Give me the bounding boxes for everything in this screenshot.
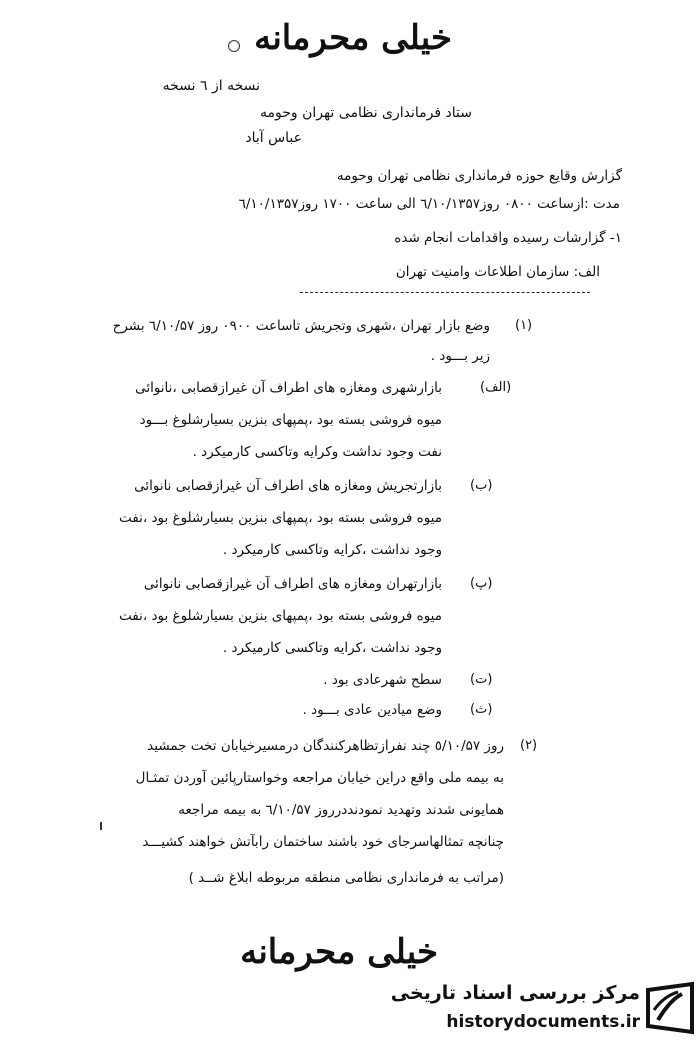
item-b-label: (ب) [470, 478, 493, 493]
item-t-label: (ت) [470, 672, 493, 687]
item-2-number: (۲) [520, 738, 538, 753]
archive-logo-icon [644, 980, 696, 1038]
item-p-line-2: میوه فروشی بسته بود ،پمپهای بنزین بسیارشلوغ بود ،نفت [119, 608, 442, 624]
item-b-line-1: بازارتجریش ومغازه های اطراف آن غیرازقصابی نانوائی [134, 478, 442, 494]
organization-line: ستاد فرمانداری نظامی تهران وحومه [259, 105, 472, 121]
item-a-line-1: بازارشهری ومغازه های اطراف آن غیرازقصابی ،نانوائی [135, 380, 442, 396]
report-title: گزارش وقایع حوزه فرمانداری نظامی تهران وحومه [336, 168, 622, 184]
item-p-line-3: وجود نداشت ،کرایه وتاکسی کارمیکرد . [222, 640, 442, 656]
item-t-line-1: سطح شهرعادی بود . [323, 672, 442, 688]
heading-underline [300, 292, 590, 293]
item-2-line-2: به بیمه ملی واقع دراین خیابان مراجعه وخواستارپائین آوردن تمثـال [135, 770, 504, 786]
section-1-heading: ۱- گزارشات رسیده واقدامات انجام شده [394, 230, 622, 246]
item-b-line-2: میوه فروشی بسته بود ،پمپهای بنزین بسیارشلوغ بود ،نفت [119, 510, 442, 526]
item-1-line-2: زیر بـــود . [430, 348, 490, 364]
item-2-line-3: همایونی شدند وتهدید نمودنددرروز ٦/۱۰/۵۷ به بیمه مراجعه [178, 802, 504, 818]
item-p-label: (پ) [470, 576, 493, 591]
item-2-line-4: چنانچه تمثالهاسرجای خود باشند ساختمان رابآتش خواهند کشیـــد [142, 834, 504, 850]
subsection-a-heading: الف: سازمان اطلاعات وامنیت تهران [395, 264, 600, 280]
archive-watermark [390, 974, 700, 1047]
watermark-url: historydocuments.ir [446, 1012, 640, 1032]
classification-bottom: خیلی محرمانه [240, 932, 438, 972]
margin-tick-mark [100, 822, 102, 830]
copy-number-line: نسخه از ٦ نسخه [162, 78, 260, 94]
item-th-line-1: وضع میادین عادی بـــود . [302, 702, 442, 718]
item-a-label: (الف) [480, 380, 512, 395]
item-th-label: (ث) [470, 702, 493, 717]
item-a-line-2: میوه فروشی بسته بود ،پمپهای بنزین بسیارشلوغ بـــود [139, 412, 442, 428]
item-1-line-1: وضع بازار تهران ،شهری وتجریش تاساعت ۰۹۰۰ روز ٦/۱۰/۵۷ بشرح [112, 318, 490, 334]
item-p-line-1: بازارتهران ومغازه های اطراف آن غیرازقصابی نانوائی [143, 576, 442, 592]
item-2-line-5: (مراتب به فرمانداری نظامی منطقه مربوطه ابلاغ شــد ) [188, 870, 504, 886]
report-period: مدت :ازساعت ۰۸۰۰ روز٦/۱۰/۱۳۵۷ الی ساعت ۱۷۰۰ روز٦/۱۰/۱۳۵۷ [238, 196, 620, 212]
item-2-line-1: روز ٥/۱۰/۵۷ چند نفرازتظاهرکنندگان درمسیرخیابان تخت جمشید [147, 738, 504, 754]
place-line: عباس آباد [245, 130, 302, 146]
item-b-line-3: وجود نداشت ،کرایه وتاکسی کارمیکرد . [222, 542, 442, 558]
watermark-persian-text: مرکز بررسی اسناد تاریخی [390, 982, 640, 1004]
classification-top: خیلی محرمانه [254, 18, 452, 58]
item-a-line-3: نفت وجود نداشت وکرایه وتاکسی کارمیکرد . [192, 444, 442, 460]
item-1-number: (۱) [515, 318, 533, 333]
punch-hole-mark [228, 40, 240, 52]
